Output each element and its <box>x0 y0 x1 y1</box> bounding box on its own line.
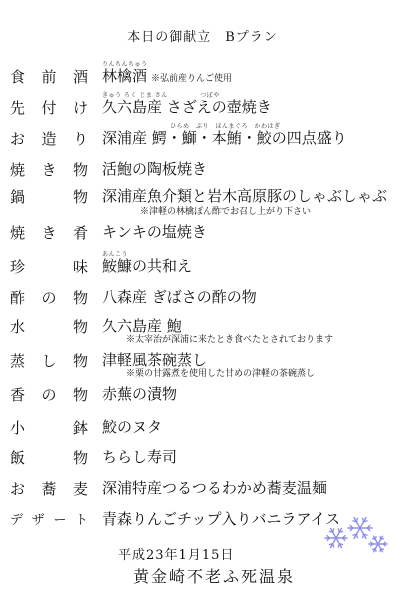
course-name: 酢 の 物 <box>10 289 88 307</box>
menu-row <box>10 155 400 183</box>
furigana: きゅう ろく じま さん つぼや <box>102 92 220 99</box>
dish-name <box>102 383 177 404</box>
dish-name <box>102 61 233 86</box>
dish-name <box>102 92 272 117</box>
dish-name <box>102 251 193 276</box>
dish-text: 鮫のヌタ <box>102 418 163 436</box>
dish-name <box>102 477 327 498</box>
course-name: 先 付 け <box>10 99 88 117</box>
inn-name: 黄金崎不老ふ死温泉 <box>133 567 296 586</box>
dish-text: 鮟鱇の共和え <box>102 257 193 275</box>
course-name: お 蕎 麦 <box>10 480 88 498</box>
dish-note: ※弘前産りんご使用 <box>151 74 233 84</box>
dish-text: 深浦産魚介類と岩木高原豚のしゃぶしゃぶ <box>102 187 388 205</box>
dish-note: ※太宰治が深浦に来たとき食べたとされております <box>126 335 334 345</box>
dish-text: 八森産 ぎばさの酢の物 <box>102 288 257 306</box>
dish-name <box>102 286 257 307</box>
dish-text: ちらし寿司 <box>102 448 178 466</box>
menu-row <box>10 62 400 90</box>
course-name: 食 前 酒 <box>10 68 88 86</box>
menu-title: 本日の御献立 Bプラン <box>127 30 278 45</box>
dish-text: 久六島産 鮑 <box>102 317 182 335</box>
dish-text: 青森りんごチップ入りバニラアイス <box>102 510 341 528</box>
dish-text: 活鮑の陶板焼き <box>102 160 208 178</box>
dish-text: 深浦特産つるつるわかめ蕎麦温麺 <box>102 479 327 497</box>
menu-row <box>10 218 400 246</box>
course-name: 珍 味 <box>10 258 88 276</box>
course-name: 水 物 <box>10 318 88 336</box>
course-name: 香 の 物 <box>10 386 88 404</box>
course-name: 飯 物 <box>10 449 88 467</box>
dish-text: 深浦産 鰐・鰤・本鮪・鮫の四点盛り <box>102 129 347 147</box>
dish-text: 林檎酒 <box>102 67 148 85</box>
dish-name <box>102 508 340 529</box>
menu-row <box>10 283 400 311</box>
dish-note: ※津軽の林檎ぽん酢でお召し上がり下さい <box>140 207 312 217</box>
course-name: お 造 り <box>10 130 88 148</box>
menu-row <box>10 380 400 408</box>
course-name: 焼 き 物 <box>10 161 88 179</box>
dish-name <box>102 221 207 242</box>
dish-text: 赤蕪の漬物 <box>102 385 178 403</box>
course-name: デ ザ ー ト <box>10 513 88 528</box>
dish-text: 津軽風茶碗蒸し <box>102 351 208 369</box>
dish-name <box>102 185 387 206</box>
menu-row <box>10 93 400 121</box>
menu-row <box>10 252 400 280</box>
dish-note: ※栗の甘露煮を使用した甘めの津軽の茶碗蒸し <box>126 369 316 379</box>
course-name: 焼 き 肴 <box>10 224 88 242</box>
dish-name <box>102 416 162 437</box>
menu-date: 平成23年1月15日 <box>118 548 235 563</box>
menu-row <box>10 124 400 152</box>
furigana: ひらめ ぶり ほんまぐろ かわはぎ <box>170 123 281 130</box>
dish-text: 久六島産 さざえの壺焼き <box>102 98 272 116</box>
snowflake-decoration-icon <box>322 508 392 560</box>
dish-name <box>102 446 177 467</box>
furigana: あんこう <box>102 251 129 258</box>
menu-row <box>10 474 400 502</box>
dish-name <box>102 158 207 179</box>
course-name: 小 鉢 <box>10 419 88 437</box>
furigana: りんちんちゅう <box>102 61 148 68</box>
course-name: 蒸 し 物 <box>10 352 88 370</box>
course-name: 鍋 物 <box>10 188 88 206</box>
dish-name <box>102 123 347 148</box>
dish-text: キンキの塩焼き <box>102 223 207 241</box>
menu-row <box>10 413 400 441</box>
menu-row <box>10 443 400 471</box>
